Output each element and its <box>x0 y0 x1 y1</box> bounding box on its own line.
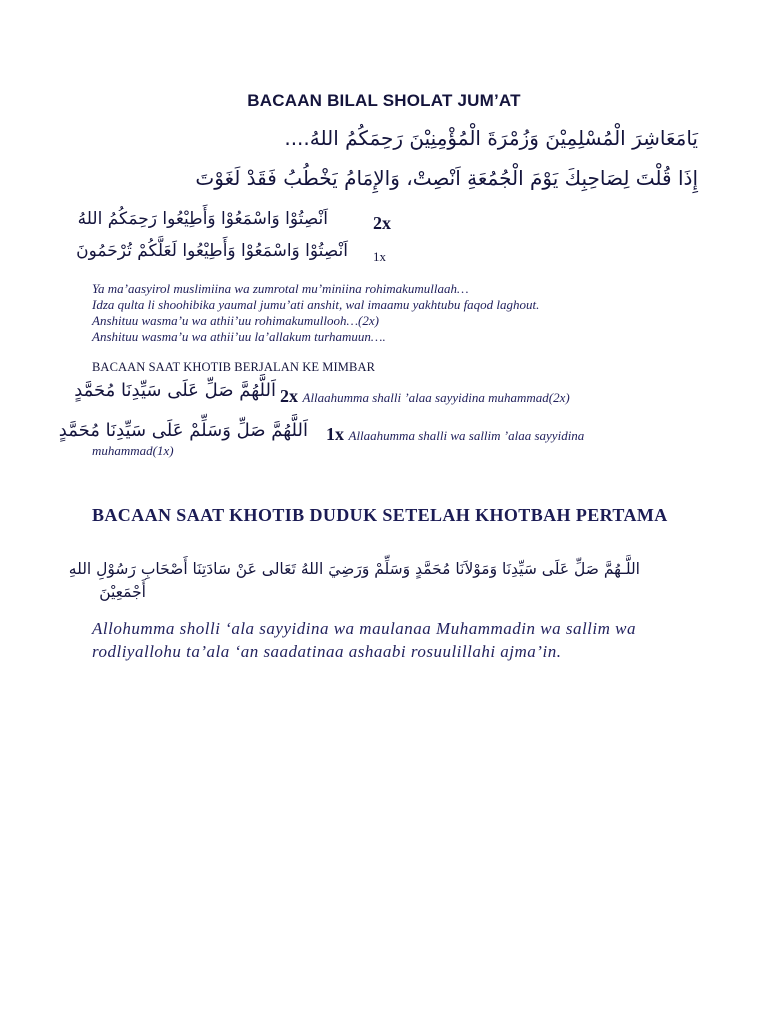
arabic-line-2: إِذَا قُلْتَ لِصَاحِبِكَ يَوْمَ الْجُمُعَةِ اَنْصِتْ، وَالإِمَامُ يَخْطُبُ فَقَدْ لَغَوْتَ <box>195 166 698 190</box>
section-heading-sitting: BACAAN SAAT KHOTIB DUDUK SETELAH KHOTBAH PERTAMA <box>92 505 668 525</box>
page-title: BACAAN BILAL SHOLAT JUM’AT <box>247 91 521 110</box>
prayer-transliteration: Allohumma sholli ‘ala sayyidina wa maulanaa Muhammadin wa sallim wa rodliyallohu ta’ala ‘an saadatinaa ashaabi rosuulillahi ajma’in. <box>92 619 636 661</box>
sholawat-arabic-2: اَللَّهُمَّ صَلِّ وَسَلِّمْ عَلَى سَيِّدِنَا مُحَمَّدٍ <box>58 420 308 441</box>
transliteration-line-4: Anshituu wasma’u wa athii’uu la’allakum turhamuun…. <box>92 329 386 344</box>
section-heading-walking: BACAAN SAAT KHOTIB BERJALAN KE MIMBAR <box>92 360 376 374</box>
repeat-count-2x: 2x <box>373 213 391 233</box>
repeat-count-1x: 1x <box>373 249 386 264</box>
sholawat-arabic-1: اَللَّهُمَّ صَلِّ عَلَى سَيِّدِنَا مُحَمَّدٍ <box>74 380 276 401</box>
sholawat-count-2x: 2x <box>280 386 298 406</box>
arabic-line-3: اَنْصِتُوْا وَاسْمَعُوْا وَأَطِيْعُوا رَحِمَكُمُ اللهُ <box>77 209 328 229</box>
sholawat-latin-2-cont: muhammad(1x) <box>92 443 174 458</box>
transliteration-line-1: Ya ma’aasyirol muslimiina wa zumrotal mu’miniina rohimakumullaah… <box>92 281 469 296</box>
sholawat-row-2 <box>326 424 584 445</box>
transliteration-line-2: Idza qulta li shoohibika yaumal jumu’ati anshit, wal imaamu yakhtubu faqod laghout. <box>92 297 540 312</box>
transliteration-line-3: Anshituu wasma’u wa athii’uu rohimakumullooh…(2x) <box>92 313 379 328</box>
sholawat-row-1 <box>280 386 570 407</box>
prayer-arabic-line-2: أَجْمَعِيْنَ <box>99 583 146 601</box>
sholawat-count-1x: 1x <box>326 424 344 444</box>
prayer-arabic-line-1: اللَّـهُمَّ صَلِّ عَلَى سَيِّدِنَا وَمَوْلاَنَا مُحَمَّدٍ وَسَلِّمْ وَرَضِيَ اللهُ تَعَالى عَنْ سَادَتِنَا أَصْحَابِ رَسُوْلِ اللهِ <box>68 560 640 578</box>
arabic-line-1: يَامَعَاشِرَ الْمُسْلِمِيْنَ وَزُمْرَةَ الْمُؤْمِنِيْنَ رَحِمَكُمُ اللهُ.... <box>284 126 698 150</box>
sholawat-latin-1: Allaahumma shalli ’alaa sayyidina muhammad(2x) <box>302 390 570 405</box>
sholawat-latin-2: Allaahumma shalli wa sallim ’alaa sayyidina <box>348 428 585 443</box>
arabic-line-4: اَنْصِتُوْا وَاسْمَعُوْا وَأَطِيْعُوا لَعَلَّكُمْ تُرْحَمُونَ <box>76 241 348 261</box>
